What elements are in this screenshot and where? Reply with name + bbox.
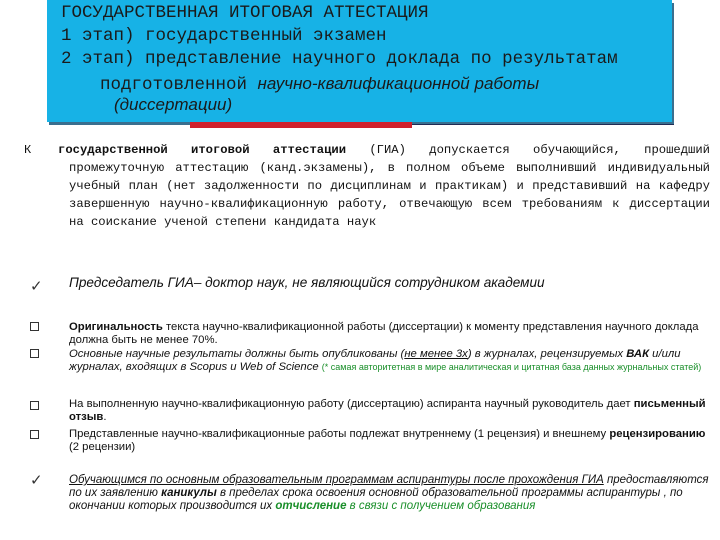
publications-text-b: ) в журналах, рецензируемых (467, 348, 627, 360)
publications-text-a: Основные научные результаты должны быть опубликованы ( (69, 348, 405, 360)
footer-bold-2: отчисление (275, 500, 347, 512)
internal-text-b: (2 рецензии) (69, 441, 136, 454)
originality-bold: Оригинальность (69, 321, 163, 333)
title-line-2: 1 этап) государственный экзамен (61, 26, 387, 46)
title-line-4-plain: подготовленной (100, 75, 258, 95)
review-bold: письменный отзыв (69, 398, 706, 424)
footer-text-b: предоставляются по их заявлению (69, 474, 709, 499)
publications-text-c: и/или журналах, входящих в Scopus и Web of Science (69, 348, 681, 374)
review-item (69, 398, 711, 425)
publications-bold: ВАК (626, 348, 650, 360)
title-line-5: (диссертации) (114, 95, 233, 114)
accent-bar (190, 122, 412, 128)
title-line-4-italic: научно-квалификационной работы (257, 74, 540, 93)
publications-item (69, 348, 711, 375)
square-bullet-icon (30, 430, 39, 439)
divider-line (412, 124, 674, 125)
title-line-3: 2 этап) представление научного доклада по результатам (61, 49, 618, 69)
review-text-b: . (103, 411, 107, 424)
internal-bold: рецензированию (609, 428, 706, 440)
checkmark-icon: ✓ (30, 472, 43, 489)
intro-bold: государственной итоговой аттестации (58, 143, 347, 157)
footer-text-c: в пределах срока освоения основной образовательной программы аспирантуры , по окончании которых производится их (69, 487, 683, 512)
publications-note: (* самая авторитетная в мире аналитическая и цитатная база данных журнальных статей) (321, 362, 702, 373)
review-text-a: На выполненную научно-квалификационную работу (диссертацию) аспиранта научный руководитель дает (69, 398, 634, 410)
intro-text: (ГИА) допускается обучающийся, прошедший промежуточную аттестацию (канд.экзамены), в полном объеме выполнивший индивидуальный учебный план (нет задолженности по дисциплинам и практикам) и представивший на кафедру завершенную научно-квалификационную работу, отвечающую всем требованиям к диссертации на соискание ученой степени кандидата наук (69, 143, 710, 229)
admission-paragraph (24, 141, 710, 231)
chair-statement: Председатель ГИА– доктор наук, не являющийся сотрудником академии (69, 275, 545, 290)
intro-lead: К (24, 143, 32, 157)
originality-text: текста научно-квалификационной работы (диссертации) к моменту представления научного доклада должна быть не менее 70%. (69, 321, 699, 347)
title-banner (47, 0, 672, 122)
footer-underlined: Обучающимся по основным образовательным программам аспирантуры после прохождения ГИА (69, 474, 604, 486)
title-line-4 (100, 74, 539, 95)
publications-underlined: не менее 3х (404, 348, 468, 360)
footer-note (69, 474, 711, 513)
internal-text-a: Представленные научно-квалификационные работы подлежат внутреннему (1 рецензия) и внешнему (69, 428, 610, 440)
footer-text-d: в связи с получением образования (346, 500, 536, 512)
title-line-1: ГОСУДАРСТВЕННАЯ ИТОГОВАЯ АТТЕСТАЦИЯ (61, 3, 429, 23)
square-bullet-icon (30, 401, 39, 410)
originality-item (69, 321, 711, 348)
footer-bold-1: каникулы (161, 487, 217, 499)
square-bullet-icon (30, 349, 39, 358)
checkmark-icon: ✓ (30, 278, 43, 295)
internal-review-item (69, 428, 711, 455)
square-bullet-icon (30, 322, 39, 331)
